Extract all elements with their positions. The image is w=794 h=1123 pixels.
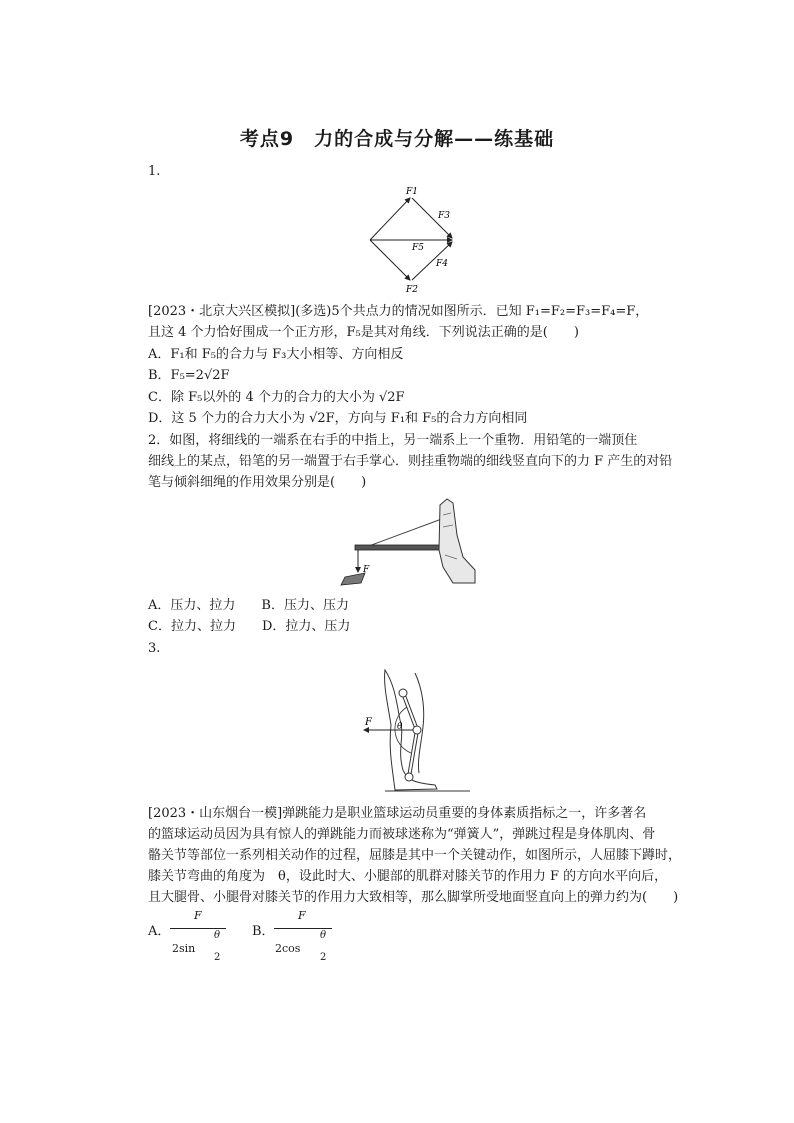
q2-stem-line2: 细线上的某点，铅笔的另一端置于右手掌心．则挂重物端的细线竖直向下的力 F 产生的对铅 (148, 454, 673, 469)
q3-stem-line1: [2023・山东烟台一模]弹跳能力是职业篮球运动员重要的身体素质指标之一，许多著名 (148, 806, 647, 821)
q2-hand-pencil-figure (335, 495, 485, 590)
page-title: 考点9 力的合成与分解——练基础 (239, 128, 555, 150)
q2-options-row2: C．拉力、拉力 D．拉力、压力 (148, 619, 351, 634)
label-f2: F2 (406, 285, 418, 295)
q3-option-b-theta: θ (320, 930, 327, 941)
q1-number: 1. (148, 164, 161, 179)
q1-stem-line1: [2023・北京大兴区模拟](多选)5个共点力的情况如图所示．已知 F₁=F₂=F₃=F₄=F， (148, 304, 649, 319)
q3-label-theta: θ (397, 722, 403, 732)
q2-stem-line3: 笔与倾斜细绳的作用效果分别是( ) (148, 475, 367, 490)
q2-options-row1: A．压力、拉力 B．压力、压力 (148, 598, 349, 613)
q3-stem-line4: 膝关节弯曲的角度为 θ，设此时大、小腿部的肌群对膝关节的作用力 F 的方向水平向后， (148, 869, 668, 884)
q3-option-a-label: A． (148, 924, 171, 939)
q3-option-b-numerator: F (298, 909, 306, 922)
q3-option-b-two: 2 (320, 952, 327, 963)
q3-stem-line3: 骼关节等部位一系列相关动作的过程，屈膝是其中一个关键动作，如图所示，人屈膝下蹲时， (148, 848, 682, 863)
q1-option-b: B．F₅=2√2F (148, 368, 230, 383)
q3-label-f: F (365, 717, 372, 728)
q3-option-a-fraction-bar (170, 928, 226, 929)
q3-option-a-denominator: 2sin (172, 942, 196, 955)
label-f1: F1 (406, 187, 418, 197)
q3-number: 3. (148, 641, 161, 656)
q3-option-a-two: 2 (214, 952, 221, 963)
q1-stem-line2: 且这 4 个力恰好围成一个正方形，F₅是其对角线．下列说法正确的是( ) (148, 325, 579, 340)
q2-label-f: F (363, 565, 370, 575)
q1-force-square-figure (360, 180, 470, 300)
q3-option-b-denominator: 2cos (275, 942, 301, 955)
q1-option-a: A．F₁和 F₅的合力与 F₃大小相等、方向相反 (148, 347, 404, 362)
q3-option-a-numerator: F (194, 909, 202, 922)
q3-stem-line2: 的篮球运动员因为具有惊人的弹跳能力而被球迷称为“弹簧人”，弹跳过程是身体肌肉、骨 (148, 827, 656, 842)
q3-option-b-label: B． (252, 924, 275, 939)
q3-knee-figure (355, 665, 475, 800)
q3-stem-line5: 且大腿骨、小腿骨对膝关节的作用力大致相等，那么脚掌所受地面竖直向上的弹力约为( ) (148, 890, 679, 905)
q1-option-d: D．这 5 个力的合力大小为 √2F，方向与 F₁和 F₅的合力方向相同 (148, 411, 528, 426)
label-f3: F3 (438, 211, 450, 221)
q3-option-a-theta: θ (214, 930, 221, 941)
label-f5: F5 (412, 243, 424, 253)
q2-stem-line1: 2．如图，将细线的一端系在右手的中指上，另一端系上一个重物．用铅笔的一端顶住 (148, 433, 638, 448)
label-f4: F4 (436, 259, 448, 269)
q1-option-c: C．除 F₅以外的 4 个力的合力的大小为 √2F (148, 390, 405, 405)
q3-option-b-fraction-bar (274, 928, 332, 929)
